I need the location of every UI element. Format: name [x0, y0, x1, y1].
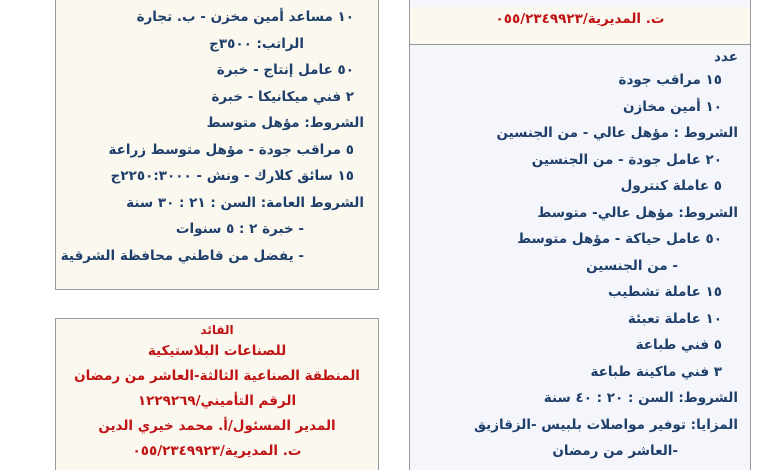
listing-line: - يفضل من قاطني محافظة الشرقية [60, 247, 304, 264]
company-line: الرقم التأميني/١٢٢٩٢٦٩ [137, 393, 297, 409]
listing-line: - خبرة ٢ : ٥ سنوات [175, 221, 304, 237]
listing-line: الشروط العامة: السن : ٢١ : ٣٠ سنة [126, 194, 364, 211]
company-line: المنطقة الصناعية الثالثة-العاشر من رمضان [74, 368, 360, 384]
company-line: ت. المديرية/٠٥٥/٢٣٤٩٩٢٣ [132, 443, 302, 459]
listing-line: ٥٠ عامل حياكة - مؤهل متوسط [517, 231, 722, 247]
listing-line: الشروط : مؤهل عالي - من الجنسين [496, 125, 738, 141]
listing-line: ٢٠ عامل جودة - من الجنسين [531, 151, 722, 168]
listing-line: - من الجنسين [586, 257, 678, 274]
listing-line: الشروط: مؤهل متوسط [206, 115, 364, 131]
right-header [410, 7, 750, 45]
company-info-box [55, 318, 379, 470]
left-job-listing [55, 0, 379, 290]
listing-line: المزايا: توفير مواصلات بلبيس -الزقازيق [473, 416, 738, 433]
listing-line: ١٥ عاملة تشطيب [608, 284, 722, 300]
company-line: للصناعات البلاستيكية [147, 343, 287, 359]
right-job-listing [409, 0, 751, 470]
listing-line: ٥٠ عامل إنتاج - خبرة [216, 62, 354, 78]
listing-line: ٢ فني ميكانيكا - خبرة [211, 88, 354, 105]
listing-line: -العاشر من رمضان [552, 443, 678, 459]
listing-line: ١٥ سائق كلارك - ونش - ٢٢٥٠:٣٠٠٠ج [110, 168, 354, 184]
listing-line: ٥ مراقب جودة - مؤهل متوسط زراعة [108, 141, 354, 158]
listing-line: ٣ فني ماكينة طباعة [590, 363, 722, 380]
header-phone: ت. المديرية/٠٥٥/٢٣٤٩٩٢٣ [495, 11, 665, 27]
listing-line: الراتب: ٣٥٠٠ج [209, 35, 304, 52]
company-line: المدير المسئول/أ. محمد خيري الدين [98, 418, 336, 434]
listing-line: عدد [714, 49, 738, 65]
listing-line: ١٥ مراقب جودة [618, 72, 722, 88]
listing-line: ٥ فني طباعة [635, 337, 722, 353]
listing-line: ١٠ مساعد أمين مخزن - ب. تجارة [136, 9, 354, 25]
listing-line: ٥ عاملة كنترول [620, 178, 722, 194]
company-title: القائد [200, 323, 234, 337]
listing-line: الشروط: مؤهل عالي- متوسط [537, 204, 738, 221]
listing-line: الشروط: السن : ٢٠ : ٤٠ سنة [543, 390, 738, 406]
listing-line: ١٠ عاملة تعبئة [627, 310, 722, 327]
listing-line: ١٠ أمين مخازن [623, 98, 722, 115]
